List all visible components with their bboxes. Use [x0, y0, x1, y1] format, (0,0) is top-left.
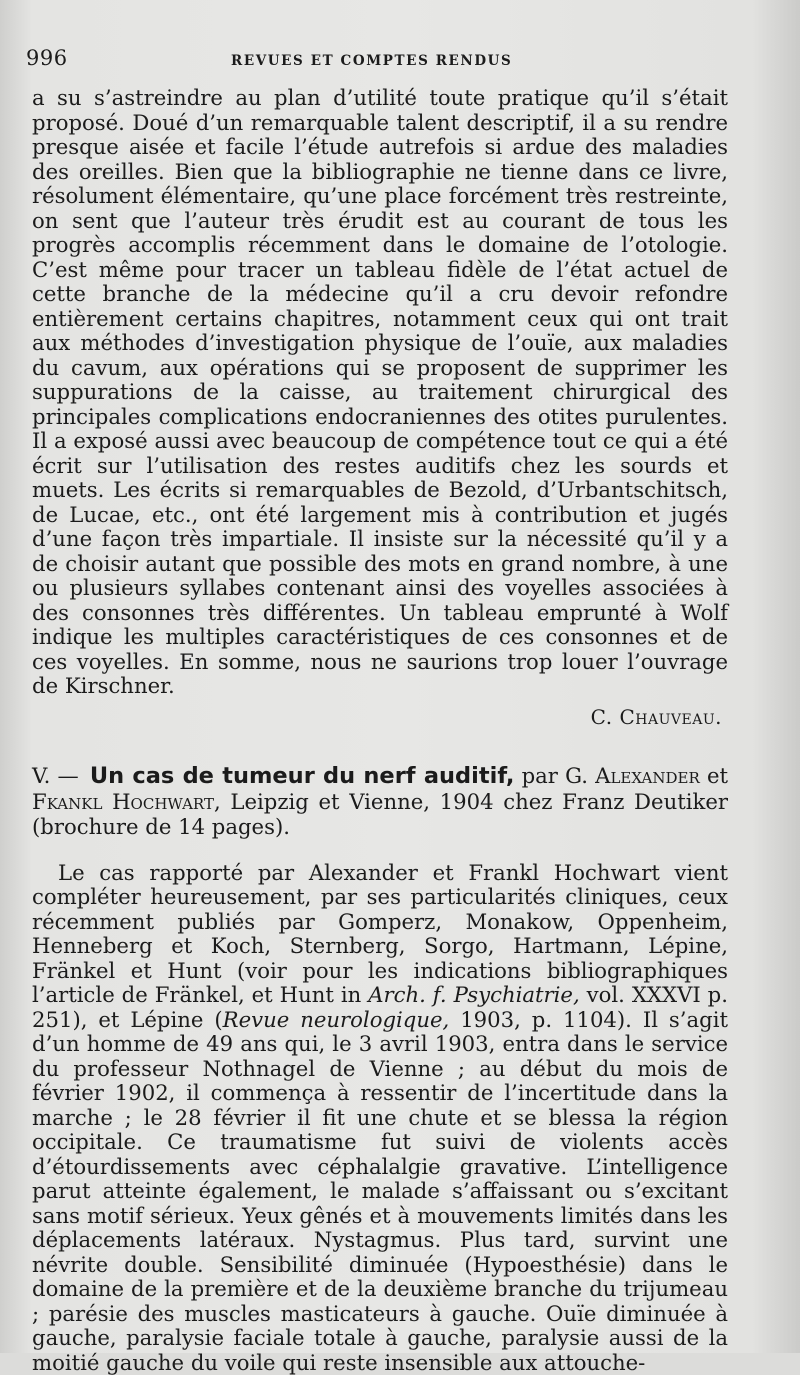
review-publication: Leipzig et Vienne, 1904 chez Franz Deutiker (brochure de 14 pages).	[32, 789, 728, 839]
review-author-2: Fkankl Hochwart,	[32, 789, 221, 814]
review-by: par G.	[522, 763, 588, 788]
review-body-1	[32, 86, 728, 699]
page-header	[26, 46, 728, 86]
journal-1: Arch. f. Psychiatrie,	[368, 982, 580, 1007]
running-head: REVUES ET COMPTES RENDUS	[231, 53, 512, 69]
paragraph: a su s’astreindre au plan d’utilité toute pratique qu’il s’était proposé. Doué d’un remarquable talent descriptif, il a su rendre presque aisée et facile l’étude autrefois si ardue des maladies des oreilles. Bien que la bibliographie ne tienne dans ce livre, résolument élémentaire, qu’une place forcément très restreinte, on sent que l’auteur très érudit est au courant de tous les progrès accomplis récemment dans le domaine de l’otologie. C’est même pour tracer un tableau fidèle de l’état actuel de cette branche de la médecine qu’il a cru devoir refondre entièrement certains chapitres, notamment ceux qui ont trait aux méthodes d’investigation physique de l’ouïe, aux maladies du cavum, aux opérations qui se proposent de supprimer les suppurations de la caisse, au traitement chirurgical des principales complications endocraniennes des otites purulentes. Il a exposé aussi avec beaucoup de compétence tout ce qui a été écrit sur l’utilisation des restes auditifs chez les sourds et muets. Les écrits si remarquables de Bezold, d’Urbantschitsch, de Lucae, etc., ont été largement mis à contribution et jugés d’une façon très impartiale. Il insiste sur la nécessité qu’il y a de choisir autant que possible des mots en grand nombre, à une ou plusieurs syllabes contenant ainsi des voyelles associées à des consonnes très différentes. Un tableau emprunté à Wolf indique les multiples caractéristiques de ces consonnes et de ces voyelles. En somme, nous ne saurions trop louer l’ouvrage de Kirschner.	[32, 86, 728, 699]
journal-2: Revue neurologique,	[223, 1007, 450, 1032]
review-body-2	[32, 861, 728, 1375]
signature-name: C. Chauveau.	[591, 705, 722, 729]
body-part-1: Le cas rapporté par Alexander et Frankl Hochwart vient compléter heureusement, par ses particularités cliniques, ceux récemment publiés par Gomperz, Monakow, Oppenheim, Henneberg et Koch, Sternberg, Sorgo, Hartmann, Lépine, Fränkel et Hunt (voir pour les indications bibliographiques l’article de Fränkel, et Hunt in	[32, 860, 728, 1008]
signature	[26, 705, 722, 729]
review-numeral: V. —	[32, 763, 79, 788]
review-heading	[32, 763, 728, 839]
paragraph	[32, 861, 728, 1375]
body-part-3: 1903, p. 1104). Il s’agit d’un homme de 49 ans qui, le 3 avril 1903, entra dans le service du professeur Nothnagel de Vienne ; au début du mois de février 1902, il commença à ressentir de l’incertitude dans la marche ; le 28 février il fit une chute et se blessa la région occipitale. Ce traumatisme fut suivi de violents accès d’étourdissements avec céphalalgie gravative. L’intelligence parut atteinte également, le malade s’affaissant ou s’excitant sans motif sérieux. Yeux gênés et à mouvements limités dans les déplacements latéraux. Nystagmus. Plus tard, survint une névrite double. Sensibilité diminuée (Hypoesthésie) dans le domaine de la première et de la deuxième branche du trijumeau ; parésie des muscles masticateurs à gauche. Ouïe diminuée à gauche, paralysie faciale totale à gauche, paralysie aussi de la moitié gauche du voile qui reste insensible aux attouche-	[32, 1007, 728, 1375]
page-number: 996	[26, 46, 231, 70]
review-and: et	[707, 763, 728, 788]
review-author-1: Alexander	[595, 763, 700, 788]
body-part-2: vol. XXXVI p. 251), et Lépine (	[32, 982, 728, 1032]
review-title: Un cas de tumeur du nerf auditif,	[90, 763, 515, 789]
